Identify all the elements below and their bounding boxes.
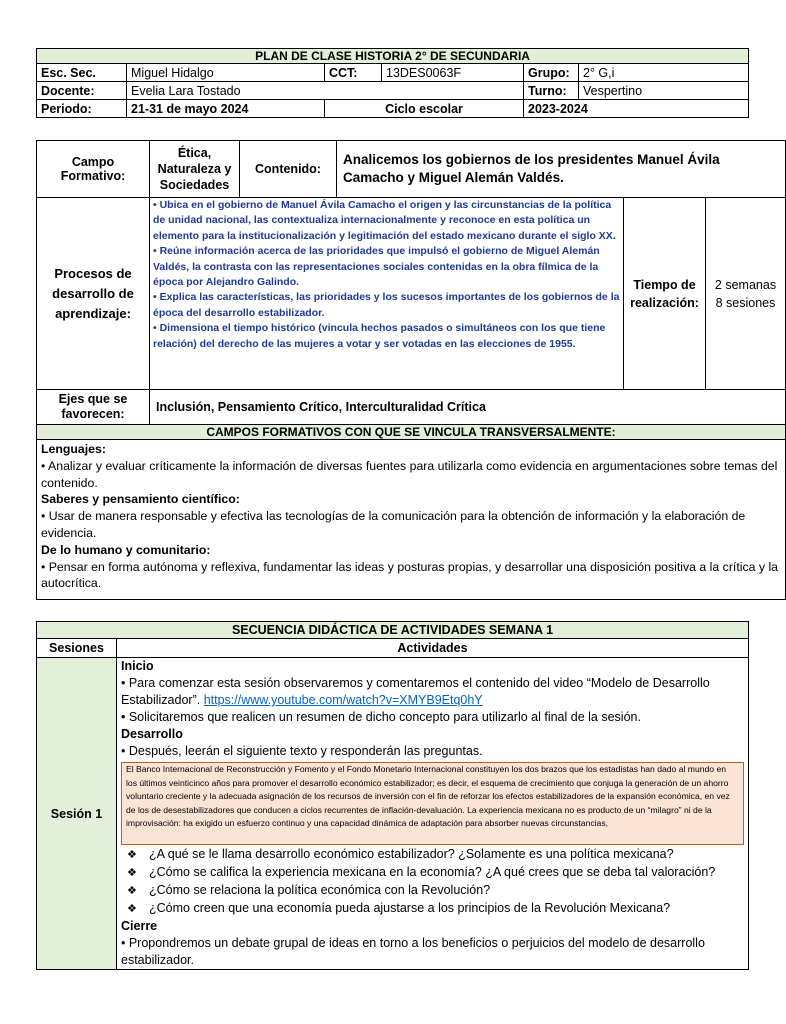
humano-label: De lo humano y comunitario:: [41, 542, 211, 557]
plan-table: [36, 140, 786, 600]
proceso-item: • Reúne información acerca de las prioridades que impulsó el gobierno de Miguel Alemán Valdés, la contrasta con las representaciones sociales contenidas en la obra fílmica de la época por Alejandro Galindo.: [153, 245, 600, 289]
reading-quote: El Banco Internacional de Reconstrucción y Fomento y el Fondo Monetario Internacional constituyen los dos brazos que los estadistas han dado al mundo en los últimos veinticinco años para promover el desarrollo económico estabilizador; es decir, el esquema de crecimiento que conjuga la generación de un ahorro voluntario creciente y la adecuada asignación de los recursos de inversión con el fin de reforzar los efectos estabilizadores de la expansión económica, en vez de los de desestabilizadores que conducen a ciclos recurrentes de inflación-devaluación. La experiencia mexicana no es producto de un “milagro” ni de la improvisación: ha exigido un esfuerzo continuo y una capacidad dinámica de adaptación para absorber nuevas circunstancias,: [121, 762, 744, 845]
humano-text: • Pensar en forma autónoma y reflexiva, fundamentar las ideas y posturas propias, y desarrollar una disposición positiva a la crítica y la autocrítica.: [41, 559, 779, 591]
campos-transversales: [37, 440, 786, 600]
procesos-list: [150, 198, 624, 390]
desarrollo-text: • Después, leerán el siguiente texto y responderán las preguntas.: [121, 744, 483, 758]
ciclo-value: 2023-2024: [524, 100, 749, 118]
docente-value: Evelia Lara Tostado: [127, 82, 524, 100]
ciclo-label: Ciclo escolar: [325, 100, 524, 118]
question-item: ❖ ¿Cómo se relaciona la política económica con la Revolución?: [121, 882, 744, 900]
saberes-text: • Usar de manera responsable y efectiva las tecnologías de la comunicación para la obtención de información y la elaboración de evidencia.: [41, 509, 746, 540]
esc-value: Miguel Hidalgo: [127, 64, 325, 82]
saberes-label: Saberes y pensamiento científico:: [41, 492, 240, 507]
turno-value: Vespertino: [579, 82, 749, 100]
tiempo-value: [706, 198, 786, 390]
session-activities: [117, 658, 749, 970]
esc-label: Esc. Sec.: [37, 64, 127, 82]
session-label: Sesión 1: [37, 658, 117, 970]
lenguajes-text: • Analizar y evaluar críticamente la información de diversas fuentes para utilizarla como evidencia en argumentaciones sobre temas del contenido.: [41, 458, 778, 490]
grupo-label: Grupo:: [524, 64, 579, 82]
tiempo-semanas: 2 semanas: [714, 277, 777, 292]
inicio-label: Inicio: [121, 659, 154, 673]
question-item: ❖ ¿A qué se le llama desarrollo económico estabilizador? ¿Solamente es una política mexicana?: [121, 846, 744, 864]
proceso-item: • Ubica en el gobierno de Manuel Ávila Camacho el origen y las circunstancias de la política de unidad nacional, las contextualiza internacionalmente y reconoce en esta política un elemento para la institucionalización y legitimación del estado mexicano durante el siglo XX.: [153, 199, 616, 242]
cierre-label: Cierre: [121, 919, 158, 933]
secuencia-table: [36, 621, 749, 970]
inicio-text: • Para comenzar esta sesión observaremos y comentaremos el contenido del video “Modelo de Desarrollo Estabilizador”. https://www.youtube.com/watch?v=XMYB9Etq0hY: [121, 676, 710, 707]
video-link[interactable]: https://www.youtube.com/watch?v=XMYB9Etq0hY: [203, 693, 483, 707]
secuencia-title: SECUENCIA DIDÁCTICA DE ACTIVIDADES SEMANA 1: [37, 622, 749, 639]
campo-label: Campo Formativo:: [37, 141, 150, 198]
diamond-bullet-icon: ❖: [127, 849, 137, 861]
contenido-value: Analicemos los gobiernos de los presidentes Manuel Ávila Camacho y Miguel Alemán Valdés.: [337, 141, 786, 198]
procesos-label: Procesos de desarrollo de aprendizaje:: [37, 198, 150, 390]
cierre-text: • Propondremos un debate grupal de ideas en torno a los beneficios o perjuicios del modelo de desarrollo estabilizador.: [121, 936, 705, 967]
lenguajes-label: Lenguajes:: [41, 442, 106, 456]
ejes-label: Ejes que se favorecen:: [37, 390, 150, 425]
proceso-item: • Explica las características, las prioridades y los sucesos importantes de los gobiernos de la época del desarrollo estabilizador.: [153, 291, 620, 319]
col-actividades: Actividades: [117, 639, 749, 658]
diamond-bullet-icon: ❖: [127, 867, 137, 879]
periodo-label: Periodo:: [37, 100, 127, 118]
col-sesiones: Sesiones: [37, 639, 117, 658]
desarrollo-label: Desarrollo: [121, 727, 183, 741]
cct-value: 13DES0063F: [382, 64, 524, 82]
diamond-bullet-icon: ❖: [127, 903, 137, 915]
tiempo-label: Tiempo de realización:: [624, 198, 706, 390]
inicio-text2: • Solicitaremos que realicen un resumen de dicho concepto para utilizarlo al final de la sesión.: [121, 710, 641, 724]
question-item: ❖ ¿Cómo se califica la experiencia mexicana en la economía? ¿A qué crees que se deba tal valoración?: [121, 864, 744, 882]
campos-title: CAMPOS FORMATIVOS CON QUE SE VINCULA TRANSVERSALMENTE:: [37, 425, 786, 440]
plan-title: PLAN DE CLASE HISTORIA 2° DE SECUNDARIA: [37, 49, 749, 64]
diamond-bullet-icon: ❖: [127, 885, 137, 897]
header-table: [36, 48, 749, 118]
cct-label: CCT:: [325, 64, 382, 82]
grupo-value: 2° G,i: [579, 64, 749, 82]
question-item: ❖ ¿Cómo creen que una economía pueda ajustarse a los principios de la Revolución Mexicana?: [121, 900, 744, 918]
proceso-item: • Dimensiona el tiempo histórico (vincula hechos pasados o simultáneos con los que tiene relación) del derecho de las mujeres a votar y ser votadas en las elecciones de 1955.: [153, 322, 606, 350]
tiempo-sesiones: 8 sesiones: [715, 295, 776, 310]
turno-label: Turno:: [524, 82, 579, 100]
periodo-value: 21-31 de mayo 2024: [127, 100, 325, 118]
contenido-label: Contenido:: [240, 141, 337, 198]
ejes-value: Inclusión, Pensamiento Crítico, Interculturalidad Crítica: [150, 390, 786, 425]
campo-value: Ética, Naturaleza y Sociedades: [150, 141, 240, 198]
docente-label: Docente:: [37, 82, 127, 100]
